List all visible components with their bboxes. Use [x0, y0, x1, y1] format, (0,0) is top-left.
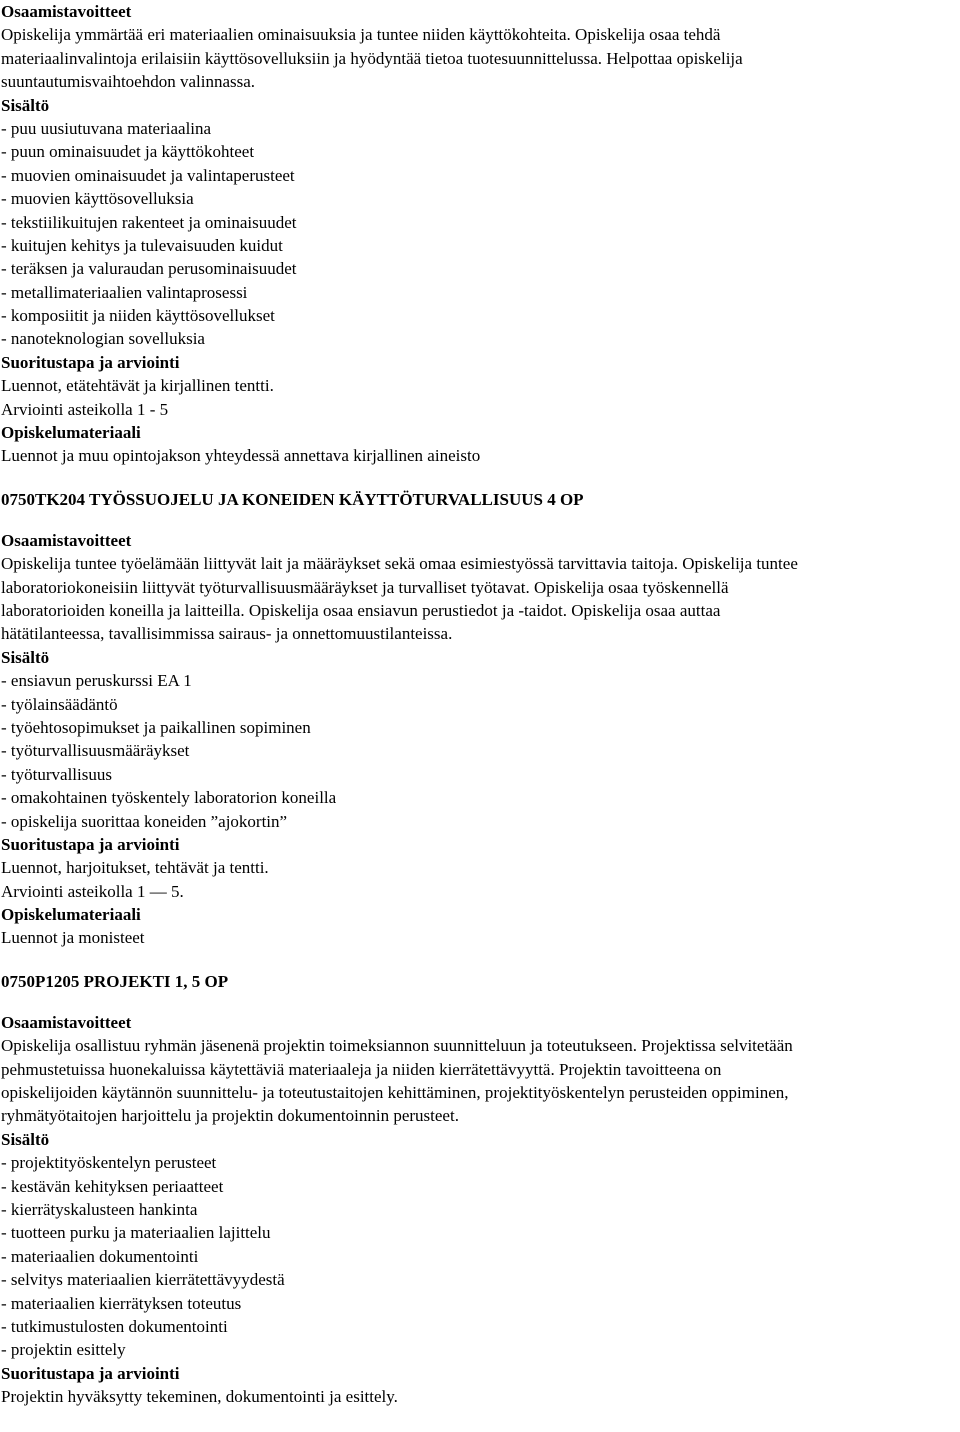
heading-objectives: Osaamistavoitteet	[1, 530, 132, 550]
list-item: - teräksen ja valuraudan perusominaisuudet	[1, 259, 297, 279]
heading-content: Sisältö	[1, 647, 50, 667]
objectives-line: suuntautumisvaihtoehdon valinnassa.	[1, 72, 256, 92]
list-item: - selvitys materiaalien kierrätettävyydestä	[1, 1270, 285, 1290]
list-item: - puun ominaisuudet ja käyttökohteet	[1, 142, 255, 162]
list-item: - työturvallisuusmääräykset	[1, 741, 190, 761]
list-item: - tuotteen purku ja materiaalien lajittelu	[1, 1223, 271, 1243]
list-item: - komposiitit ja niiden käyttösovellukset	[1, 306, 275, 326]
list-item: - omakohtainen työskentely laboratorion koneilla	[1, 788, 337, 808]
list-item: - työturvallisuus	[1, 764, 112, 784]
section-materials	[1, 0, 960, 468]
heading-objectives: Osaamistavoitteet	[1, 1012, 132, 1032]
objectives-line: materiaalinvalintoja erilaisiin käyttösovelluksiin ja hyödyntää tietoa tuotesuunnittelussa. Helpottaa opiskelija	[1, 48, 743, 68]
heading-content: Sisältö	[1, 95, 50, 115]
assessment-text: Projektin hyväksytty tekeminen, dokumentointi ja esittely.	[1, 1387, 398, 1407]
list-item: - projektityöskentelyn perusteet	[1, 1153, 217, 1173]
objectives-line: Opiskelija tuntee työelämään liittyvät lait ja määräykset sekä omaa esimiestyössä tarvittavia taitoja. Opiskelija tuntee	[1, 554, 798, 574]
assessment-line: Arviointi asteikolla 1 - 5	[1, 399, 169, 419]
list-item: - työlainsäädäntö	[1, 694, 118, 714]
list-item: - muovien käyttösovelluksia	[1, 189, 194, 209]
list-item: - materiaalien dokumentointi	[1, 1246, 199, 1266]
heading-material: Opiskelumateriaali	[1, 423, 141, 443]
list-item: - kuitujen kehitys ja tulevaisuuden kuidut	[1, 235, 283, 255]
list-item: - ensiavun peruskurssi EA 1	[1, 671, 192, 691]
objectives-line: pehmustetuissa huonekaluissa käytettäviä materiaaleja ja niiden kierrätettävyyttä. Projektin tavoitteena on	[1, 1059, 722, 1079]
list-item: - tutkimustulosten dokumentointi	[1, 1316, 228, 1336]
course-title: 0750TK204 TYÖSSUOJELU JA KONEIDEN KÄYTTÖTURVALLISUUS 4 OP	[1, 489, 584, 509]
list-item: - nanoteknologian sovelluksia	[1, 329, 205, 349]
list-item: - metallimateriaalien valintaprosessi	[1, 282, 248, 302]
objectives-line: Opiskelija ymmärtää eri materiaalien ominaisuuksia ja tuntee niiden käyttökohteita. Opiskelija osaa tehdä	[1, 25, 721, 45]
heading-assessment: Suoritustapa ja arviointi	[1, 352, 180, 372]
section-occupational-safety	[1, 487, 960, 950]
objectives-line: ryhmätyötaitojen harjoittelu ja projektin dokumentoinnin perusteet.	[1, 1106, 459, 1126]
material-text: Luennot ja monisteet	[1, 928, 145, 948]
objectives-line: laboratoriokoneisiin liittyvät työturvallisuusmääräykset ja turvalliset työtavat. Opiskelija osaa työskennellä	[1, 577, 729, 597]
list-item: - puu uusiutuvana materiaalina	[1, 118, 212, 138]
list-item: - muovien ominaisuudet ja valintaperusteet	[1, 165, 295, 185]
list-item: - opiskelija suorittaa koneiden ”ajokortin”	[1, 811, 288, 831]
heading-objectives: Osaamistavoitteet	[1, 2, 132, 21]
list-item: - kierrätyskalusteen hankinta	[1, 1199, 198, 1219]
assessment-line: Luennot, etätehtävät ja kirjallinen tentti.	[1, 376, 274, 396]
objectives-line: Opiskelija osallistuu ryhmän jäsenenä projektin toimeksiannon suunnitteluun ja toteutukseen. Projektissa selvitetään	[1, 1036, 793, 1056]
objectives-line: laboratorioiden koneilla ja laitteilla. Opiskelija osaa ensiavun perustiedot ja -taidot. Opiskelija osaa auttaa	[1, 600, 721, 620]
objectives-line: opiskelijoiden käytännön suunnittelu- ja toteutustaitojen kehittäminen, projektityöskentelyn perusteiden oppiminen,	[1, 1083, 789, 1103]
heading-content: Sisältö	[1, 1129, 50, 1149]
list-item: - materiaalien kierrätyksen toteutus	[1, 1293, 242, 1313]
list-item: - työehtosopimukset ja paikallinen sopiminen	[1, 717, 311, 737]
course-title: 0750P1205 PROJEKTI 1, 5 OP	[1, 971, 229, 991]
heading-assessment: Suoritustapa ja arviointi	[1, 834, 180, 854]
list-item: - projektin esittely	[1, 1340, 126, 1360]
section-project	[1, 969, 960, 1409]
heading-material: Opiskelumateriaali	[1, 905, 141, 925]
list-item: - tekstiilikuitujen rakenteet ja ominaisuudet	[1, 212, 297, 232]
assessment-line: Arviointi asteikolla 1 — 5.	[1, 881, 184, 901]
heading-assessment: Suoritustapa ja arviointi	[1, 1363, 180, 1383]
assessment-line: Luennot, harjoitukset, tehtävät ja tentti.	[1, 858, 269, 878]
list-item: - kestävän kehityksen periaatteet	[1, 1176, 224, 1196]
material-text: Luennot ja muu opintojakson yhteydessä annettava kirjallinen aineisto	[1, 446, 481, 466]
objectives-line: hätätilanteessa, tavallisimmissa sairaus- ja onnettomuustilanteissa.	[1, 624, 453, 644]
